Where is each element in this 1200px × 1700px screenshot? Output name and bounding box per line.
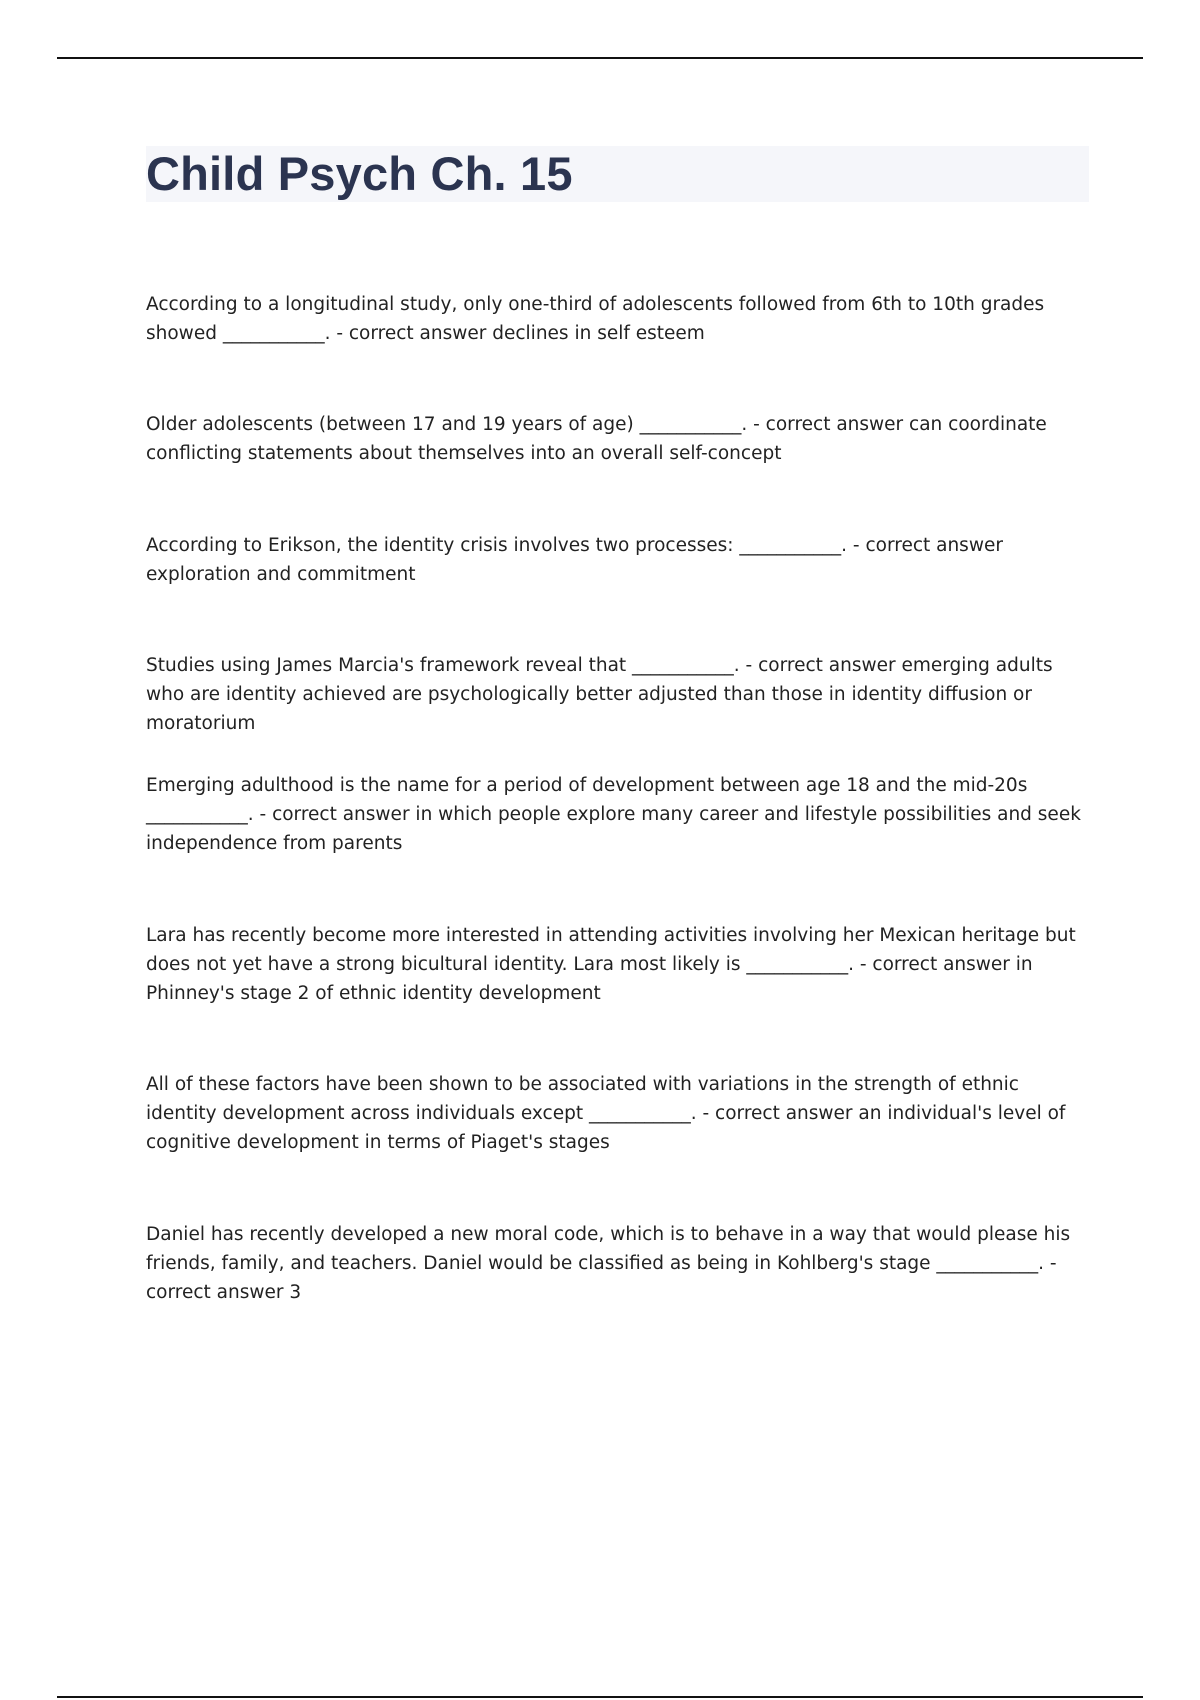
qa-item-7: All of these factors have been shown to be associated with variations in the strength of ethnic identity development across individuals except ___________. - correct answer an individual's level of cognitive development in terms of Piaget's stages (146, 1074, 1066, 1153)
top-rule (57, 57, 1143, 59)
qa-item-5: Emerging adulthood is the name for a period of development between age 18 and the mid-20s ___________. - correct answer in which people explore many career and lifestyle possibilities and seek independence from parents (146, 775, 1081, 854)
qa-item-6: Lara has recently become more interested in attending activities involving her Mexican heritage but does not yet have a strong bicultural identity. Lara most likely is ___________. - correct answer in Phinney's stage 2 of ethnic identity development (146, 925, 1076, 1004)
qa-item-3: According to Erikson, the identity crisis involves two processes: ___________. - correct answer exploration and commitment (146, 535, 1003, 585)
qa-item-2: Older adolescents (between 17 and 19 years of age) ___________. - correct answer can coordinate conflicting statements about themselves into an overall self-concept (146, 414, 1047, 464)
bottom-rule (57, 1696, 1143, 1698)
qa-item-4: Studies using James Marcia's framework reveal that ___________. - correct answer emerging adults who are identity achieved are psychologically better adjusted than those in identity diffusion or moratorium (146, 655, 1053, 734)
page-title: Child Psych Ch. 15 (146, 147, 573, 200)
qa-item-8: Daniel has recently developed a new moral code, which is to behave in a way that would please his friends, family, and teachers. Daniel would be classified as being in Kohlberg's stage ___________. - correct answer 3 (146, 1224, 1071, 1303)
qa-item-1: According to a longitudinal study, only one-third of adolescents followed from 6th to 10th grades showed ___________. - correct answer declines in self esteem (146, 294, 1045, 344)
